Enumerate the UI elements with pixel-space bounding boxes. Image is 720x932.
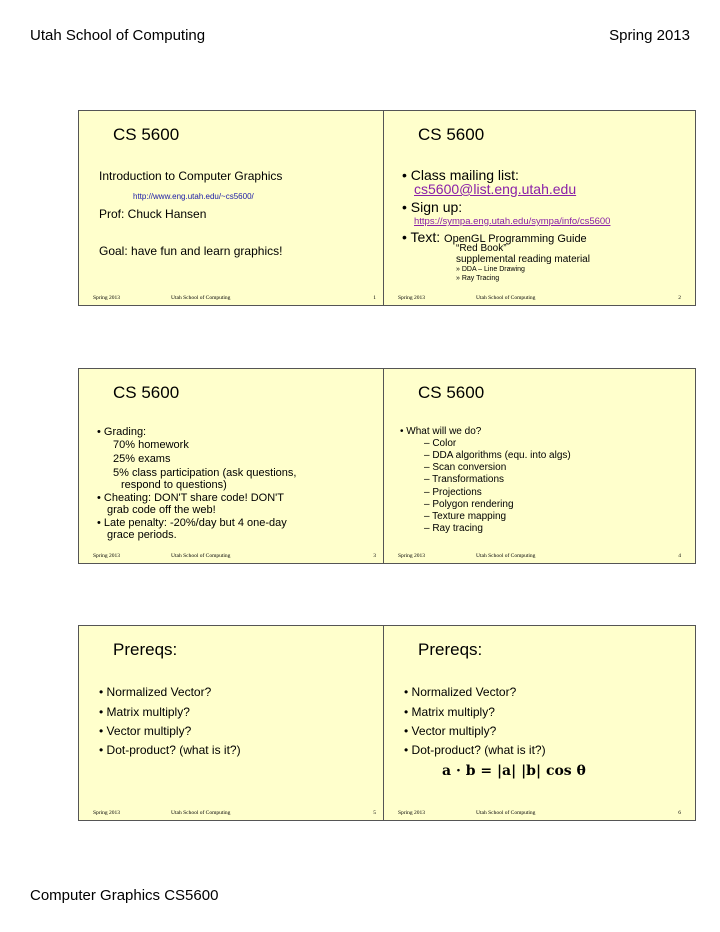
mailing-list-email-link[interactable]: cs5600@list.eng.utah.edu xyxy=(414,181,577,197)
slide-title: CS 5600 xyxy=(418,125,485,144)
slide-number: 6 xyxy=(678,810,681,816)
grading-item: • Grading: xyxy=(97,426,147,438)
slide-footer-org: Utah School of Computing xyxy=(171,553,231,559)
grading-homework: 70% homework xyxy=(113,439,189,451)
red-book-text: “Red Book” xyxy=(456,243,507,254)
late-penalty-item: • Late penalty: -20%/day but 4 one-day xyxy=(97,517,287,529)
prereq-item: • Vector multiply? xyxy=(99,724,192,738)
slide-number: 3 xyxy=(373,553,376,559)
slide-footer-date: Spring 2013 xyxy=(398,810,426,816)
prereq-item: • Dot-product? (what is it?) xyxy=(404,743,546,757)
course-url-link[interactable]: http://www.eng.utah.edu/~cs5600/ xyxy=(133,192,254,201)
slide-footer-org: Utah School of Computing xyxy=(171,810,231,816)
topic-ray-tracing: – Ray tracing xyxy=(424,523,483,534)
page-header-right: Spring 2013 xyxy=(609,27,690,44)
mailing-list-item: • Class mailing list: xyxy=(402,167,519,183)
intro-text: Introduction to Computer Graphics xyxy=(99,169,283,183)
slide-footer-date: Spring 2013 xyxy=(93,553,121,559)
grading-participation: 5% class participation (ask questions, xyxy=(113,467,297,479)
slide-footer-date: Spring 2013 xyxy=(398,553,426,559)
slide-number: 4 xyxy=(678,553,681,559)
slide-1 xyxy=(78,110,391,306)
page-header-left: Utah School of Computing xyxy=(30,27,206,44)
slide-footer-org: Utah School of Computing xyxy=(476,295,536,301)
text-book: OpenGL Programming Guide xyxy=(444,233,587,245)
sub-item-dda: » DDA – Line Drawing xyxy=(456,266,525,273)
topic-scan-conversion: – Scan conversion xyxy=(424,462,507,473)
slide-4 xyxy=(383,368,696,564)
topic-texture-mapping: – Texture mapping xyxy=(424,511,507,522)
goal-text: Goal: have fun and learn graphics! xyxy=(99,244,283,258)
topic-transformations: – Transformations xyxy=(424,474,505,485)
slide-title: CS 5600 xyxy=(418,383,485,402)
prereq-item: • Vector multiply? xyxy=(404,724,497,738)
prof-text: Prof: Chuck Hansen xyxy=(99,207,207,221)
slide-title: Prereqs: xyxy=(113,640,178,659)
sub-item-ray-tracing: » Ray Tracing xyxy=(456,275,500,282)
slide-footer-org: Utah School of Computing xyxy=(171,295,231,301)
page-footer-title: Computer Graphics CS5600 xyxy=(30,887,219,904)
slide-footer-org: Utah School of Computing xyxy=(476,810,536,816)
prereq-item: • Normalized Vector? xyxy=(99,685,212,699)
question-item: • What will we do? xyxy=(400,426,482,437)
signup-item: • Sign up: xyxy=(402,199,463,215)
late-penalty-item-cont: grace periods. xyxy=(107,529,177,541)
slide-number: 2 xyxy=(678,295,681,301)
topic-polygon-rendering: – Polygon rendering xyxy=(424,499,514,510)
cheating-item-cont: grab code off the web! xyxy=(107,504,216,516)
grading-exams: 25% exams xyxy=(113,453,171,465)
slide-3 xyxy=(78,368,391,564)
slide-6 xyxy=(383,625,696,821)
slide-title: CS 5600 xyxy=(113,125,180,144)
topic-projections: – Projections xyxy=(424,487,482,498)
slide-footer-date: Spring 2013 xyxy=(93,295,121,301)
text-label: Text: xyxy=(410,229,441,245)
topic-dda: – DDA algorithms (equ. into algs) xyxy=(424,450,571,461)
slide-footer-date: Spring 2013 xyxy=(398,295,426,301)
cheating-item: • Cheating: DON'T share code! DON'T xyxy=(97,492,284,504)
text-item: • Text: OpenGL Programming Guide xyxy=(402,229,587,245)
prereq-item: • Matrix multiply? xyxy=(99,705,190,719)
grading-participation-cont: respond to questions) xyxy=(121,479,227,491)
slide-number: 5 xyxy=(373,810,376,816)
slide-title: CS 5600 xyxy=(113,383,180,402)
mailing-list-label: Class mailing list: xyxy=(410,167,519,183)
topic-color: – Color xyxy=(424,438,457,449)
slide-number: 1 xyxy=(373,295,376,301)
slide-5 xyxy=(78,625,391,821)
signup-url-link[interactable]: https://sympa.eng.utah.edu/sympa/info/cs5600 xyxy=(414,216,611,227)
signup-label: Sign up: xyxy=(410,199,463,215)
supplemental-text: supplemental reading material xyxy=(456,254,590,265)
slide-title: Prereqs: xyxy=(418,640,483,659)
slide-footer-date: Spring 2013 xyxy=(93,810,121,816)
dot-product-formula: a · b = |a| |b| cos θ xyxy=(442,763,586,779)
prereq-item: • Dot-product? (what is it?) xyxy=(99,743,241,757)
slide-footer-org: Utah School of Computing xyxy=(476,553,536,559)
slide-2 xyxy=(383,110,696,306)
prereq-item: • Matrix multiply? xyxy=(404,705,495,719)
prereq-item: • Normalized Vector? xyxy=(404,685,517,699)
